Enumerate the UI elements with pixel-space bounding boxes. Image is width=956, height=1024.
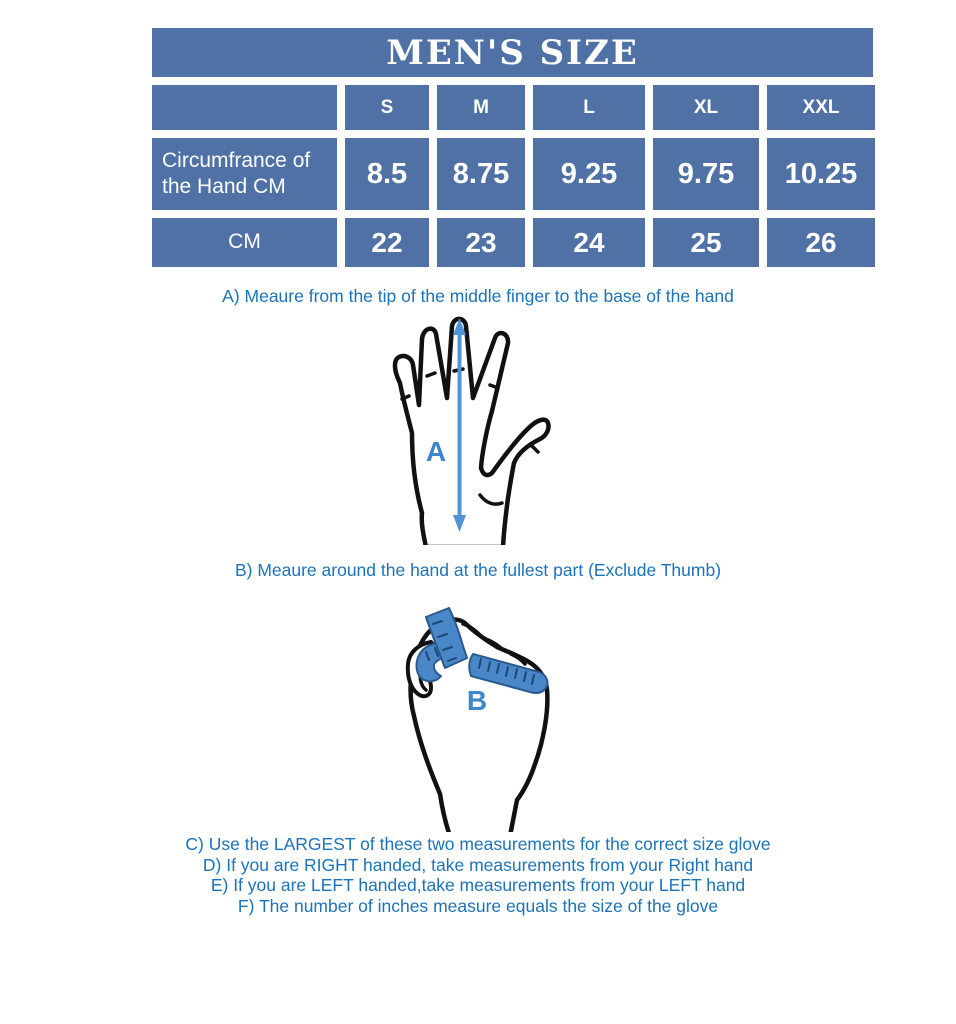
size-table (152, 28, 873, 267)
circumference-l: 9.25 (533, 138, 645, 210)
circumference-s: 8.5 (345, 138, 429, 210)
row-cm-label: CM (152, 218, 337, 267)
cm-xxl: 26 (767, 218, 875, 267)
instruction-f: F) The number of inches measure equals the size of the glove (237, 895, 719, 916)
instructions-cdef (0, 834, 956, 916)
cm-xl: 25 (653, 218, 759, 267)
table-title: MEN'S SIZE (152, 28, 873, 77)
instruction-e: E) If you are LEFT handed,take measurements from your LEFT hand (210, 875, 746, 895)
cm-l: 24 (533, 218, 645, 267)
header-size-xl: XL (653, 85, 759, 130)
header-size-l: L (533, 85, 645, 130)
circumference-m: 8.75 (437, 138, 525, 210)
cm-s: 22 (345, 218, 429, 267)
cm-m: 23 (437, 218, 525, 267)
header-size-m: M (437, 85, 525, 130)
instruction-a: A) Meaure from the tip of the middle finger to the base of the hand (222, 286, 734, 306)
circumference-xxl: 10.25 (767, 138, 875, 210)
row-circumference-label: Circumfrance of the Hand CM (152, 138, 337, 210)
instruction-c: C) Use the LARGEST of these two measurements for the correct size glove (185, 834, 771, 854)
fist-illustration (393, 592, 583, 832)
label-b: B (466, 685, 488, 716)
instruction-b: B) Meaure around the hand at the fullest part (Exclude Thumb) (234, 560, 722, 580)
open-hand-illustration (380, 313, 560, 545)
label-a: A (425, 436, 447, 467)
header-empty-cell (152, 85, 337, 130)
circumference-xl: 9.75 (653, 138, 759, 210)
instruction-d: D) If you are RIGHT handed, take measurements from your Right hand (202, 854, 754, 875)
hand-outline (395, 319, 549, 545)
header-size-s: S (345, 85, 429, 130)
table-grid (152, 85, 873, 267)
header-size-xxl: XXL (767, 85, 875, 130)
